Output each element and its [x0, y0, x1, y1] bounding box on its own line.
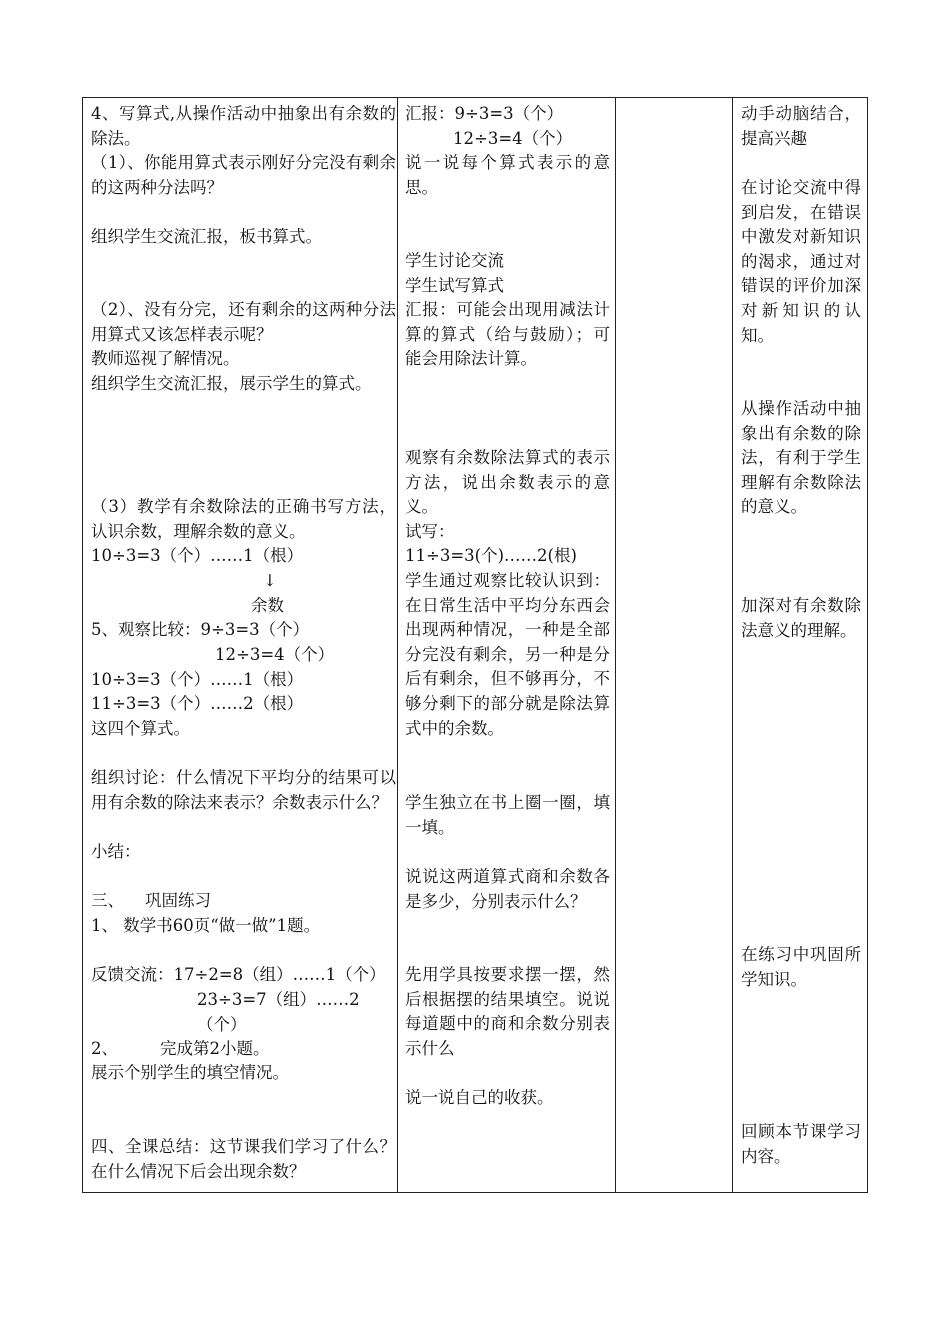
- text-block: 加深对有余数除法意义的理解。: [741, 596, 861, 640]
- formula: 5、观察比较：9÷3=3（个）: [91, 620, 310, 639]
- formula: 12÷3=4（个）: [453, 129, 573, 148]
- text-block: 汇报：9÷3=3（个）: [405, 104, 564, 123]
- arrow-down-icon: ↓: [263, 571, 277, 590]
- column-divider: [732, 98, 733, 1192]
- text-block: 说说这两道算式商和余数各是多少，分别表示什么？: [405, 867, 610, 911]
- text-block: 四、全课总结：这节课我们学习了什么？在什么情况下后会出现余数？: [91, 1137, 396, 1181]
- formula: 反馈交流：17÷2=8（组）……1（个）: [91, 965, 386, 984]
- text-block: 在讨论交流中得到启发，在错误中激发对新知识的渴求，通过对错误的评价加深对新知识的认知。: [741, 178, 861, 345]
- text-block: 1、 数学书60页“做一做”1题。: [91, 916, 321, 935]
- text-block: 学生讨论交流: [405, 251, 504, 270]
- formula: 23÷3=7（组）……2（个）: [197, 990, 360, 1034]
- column-divider: [397, 98, 398, 1192]
- lesson-plan-table: [82, 97, 868, 1193]
- text-block: 组织讨论：什么情况下平均分的结果可以用有余数的除法来表示？余数表示什么？: [91, 768, 396, 812]
- text-block: 先用学具按要求摆一摆，然后根据摆的结果填空。说说每道题中的商和余数分别表示什么: [405, 965, 610, 1058]
- text-block: 学生试写算式: [405, 276, 504, 295]
- text-block: 教师巡视了解情况。: [91, 349, 240, 368]
- text-block: 学生通过观察比较认识到：在日常生活中平均分东西会出现两种情况，一种是全部分完没有剩余，另一种是分后有剩余，但不够再分，不够分剩下的部分就是除法算式中的余数。: [405, 571, 610, 738]
- text-block: 学生独立在书上圈一圈，填一填。: [405, 793, 610, 837]
- text-block: 组织学生交流汇报，展示学生的算式。: [91, 374, 372, 393]
- formula: 11÷3=3（个）……2（根）: [91, 694, 304, 713]
- formula: 10÷3=3（个）……1（根）: [91, 670, 304, 689]
- text-block: 从操作活动中抽象出有余数的除法，有利于学生理解有余数除法的意义。: [741, 399, 861, 517]
- formula: 10÷3=3（个）……1（根）: [91, 546, 304, 565]
- text-block: 2、 完成第2小题。: [91, 1039, 270, 1058]
- section-heading: 三、 巩固练习: [91, 891, 211, 910]
- text-block: 组织学生交流汇报，板书算式。: [91, 227, 322, 246]
- remainder-label: 余数: [251, 596, 284, 615]
- text-block: 观察有余数除法算式的表示方法，说出余数表示的意义。: [405, 448, 610, 517]
- text-block: （1）、你能用算式表示刚好分完没有剩余的这两种分法吗？: [91, 153, 396, 197]
- text-block: 回顾本节课学习内容。: [741, 1122, 861, 1166]
- text-block: 说一说每个算式表示的意思。: [405, 153, 610, 197]
- text-block: 说一说自己的收获。: [405, 1088, 554, 1107]
- text-block: 4、写算式,从操作活动中抽象出有余数的除法。: [91, 104, 396, 148]
- text-block: 这四个算式。: [91, 719, 190, 738]
- formula: 11÷3=3(个)……2(根): [405, 546, 577, 565]
- text-block: 试写：: [405, 522, 455, 541]
- text-block: （3）教学有余数除法的正确书写方法，认识余数，理解余数的意义。: [91, 497, 396, 541]
- column-divider: [615, 98, 616, 1192]
- text-block: 展示个别学生的填空情况。: [91, 1063, 289, 1082]
- text-block: 在练习中巩固所学知识。: [741, 945, 861, 989]
- formula: 12÷3=4（个）: [215, 645, 335, 664]
- text-block: （2）、没有分完，还有剩余的这两种分法用算式又该怎样表示呢？: [91, 300, 396, 344]
- text-block: 小结：: [91, 842, 141, 861]
- text-block: 汇报：可能会出现用减法计算的算式（给与鼓励）；可能会用除法计算。: [405, 300, 610, 369]
- text-block: 动手动脑结合，提高兴趣: [741, 104, 861, 148]
